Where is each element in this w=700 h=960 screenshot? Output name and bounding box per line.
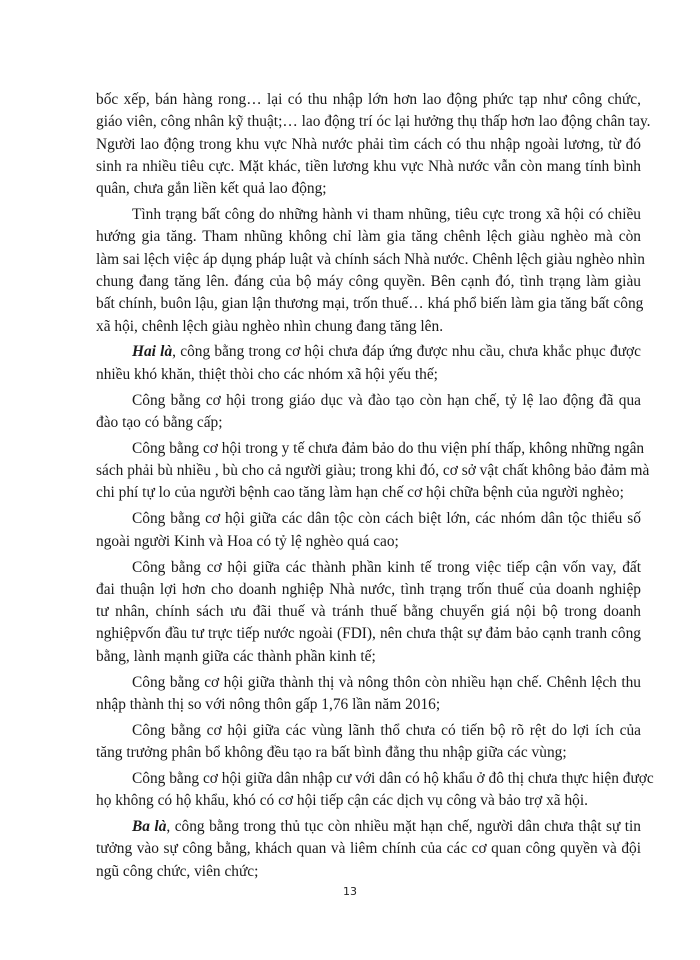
line-text: Công bằng cơ hội trong y tế chưa đảm bảo do thu viện phí thấp, không những ngân: [132, 439, 645, 457]
line-text: Tình trạng bất công do những hành vi tham nhũng, tiêu cực trong xã hội có chiều: [132, 206, 641, 224]
line-text: Công bằng cơ hội trong giáo dục và đào tạo còn hạn chế, tỷ lệ lao động đã qua: [132, 391, 641, 409]
paragraph: [96, 816, 641, 883]
text-line: [96, 646, 641, 668]
text-line: [96, 341, 641, 363]
text-line: [96, 482, 641, 504]
line-text: bằng, lành mạnh giữa các thành phần kinh tế;: [96, 647, 376, 665]
text-line: [96, 316, 641, 338]
paragraph: [96, 204, 646, 338]
line-text: sinh ra nhiều tiêu cực. Mặt khác, tiền lương khu vực Nhà nước vẫn còn mang tính bình: [96, 157, 641, 175]
document-body: [96, 89, 654, 887]
text-line: [96, 768, 654, 790]
text-line: [96, 601, 641, 623]
line-text: bốc xếp, bán hàng rong… lại có thu nhập lớn hơn lao động phức tạp như công chức,: [96, 91, 641, 108]
text-line: [96, 412, 641, 434]
line-text: Công bằng cơ hội giữa các vùng lãnh thổ chưa có tiến bộ rõ rệt do lợi ích của: [132, 721, 641, 739]
text-line: [96, 156, 641, 178]
text-line: [96, 271, 641, 293]
text-line: [96, 89, 641, 111]
text-line: [96, 249, 646, 271]
line-text: làm sai lệch việc áp dụng pháp luật và chính sách Nhà nước. Chênh lệch giàu nghèo nhìn: [96, 250, 646, 268]
page-number: 13: [343, 885, 357, 898]
line-text: Công bằng cơ hội giữa các dân tộc còn cách biệt lớn, các nhóm dân tộc thiểu số: [132, 510, 641, 528]
text-line: [96, 672, 641, 694]
text-line: [96, 293, 644, 315]
text-line: [96, 390, 641, 412]
paragraph: [96, 390, 641, 435]
text-line: [96, 816, 641, 838]
line-text: Công bằng cơ hội giữa các thành phần kinh tế trong việc tiếp cận vốn vay, đất: [132, 558, 641, 576]
paragraph: [96, 438, 650, 505]
line-text: xã hội, chênh lệch giàu nghèo nhìn chung đang tăng lên.: [96, 317, 444, 335]
line-text: đào tạo có bằng cấp;: [96, 413, 223, 431]
text-line: [96, 742, 641, 764]
line-text: Người lao động trong khu vực Nhà nước phải tìm cách có thu nhập ngoài lương, từ đó: [96, 135, 641, 153]
line-text: bất chính, buôn lậu, gian lận thương mại, trốn thuế… khá phổ biến làm gia tăng bất công: [96, 295, 644, 313]
text-line: [96, 623, 641, 645]
text-line: [96, 134, 641, 156]
line-text: đai thuận lợi hơn cho doanh nghiệp Nhà nước, tình trạng trốn thuế của doanh nghiệp: [96, 580, 641, 598]
text-line: [96, 531, 641, 553]
text-line: [96, 861, 641, 883]
line-text: quân, chưa gắn liền kết quả lao động;: [96, 180, 327, 198]
text-line: [96, 178, 641, 200]
text-line: [96, 790, 641, 812]
text-line: [96, 694, 641, 716]
line-text: giáo viên, công nhân kỹ thuật;… lao động trí óc lại hưởng thụ thấp hơn lao động chân tay.: [96, 113, 651, 131]
paragraph-lead: Hai là: [132, 343, 173, 361]
paragraph: [96, 557, 641, 668]
line-text: chi phí tự lo của người bệnh cao tăng làm hạn chế cơ hội chữa bệnh của người nghèo;: [96, 484, 624, 502]
text-line: [96, 838, 641, 860]
paragraph: [96, 89, 651, 200]
text-line: [96, 438, 645, 460]
paragraph: [96, 720, 641, 765]
text-line: [96, 364, 641, 386]
line-text: , công bằng trong thủ tục còn nhiều mặt hạn chế, người dân chưa thật sự tin: [166, 818, 641, 836]
line-text: sách phải bù nhiều , bù cho cả người giàu; trong khi đó, cơ sở vật chất không bảo đảm mà: [96, 462, 650, 480]
text-line: [96, 204, 641, 226]
line-text: , công bằng trong cơ hội chưa đáp ứng được nhu cầu, chưa khắc phục được: [172, 343, 642, 361]
line-text: tăng trưởng phân bổ không đều tạo ra bất bình đẳng thu nhập giữa các vùng;: [96, 744, 567, 762]
paragraph: [96, 508, 641, 553]
paragraph: [96, 768, 654, 813]
line-text: tư nhân, chính sách ưu đãi thuế và tránh thuế bằng chuyển giá nội bộ trong doanh: [96, 603, 641, 621]
line-text: hướng gia tăng. Tham nhũng không chỉ làm gia tăng chênh lệch giàu nghèo mà còn: [96, 228, 641, 246]
line-text: chung đang tăng lên. đáng của bộ máy công quyền. Bên cạnh đó, tình trạng làm giàu: [96, 272, 641, 290]
line-text: nhập thành thị so với nông thôn gấp 1,76 lần năm 2016;: [96, 695, 441, 713]
text-line: [96, 226, 641, 248]
line-text: họ không có hộ khẩu, khó có cơ hội tiếp cận các dịch vụ công và bảo trợ xã hội.: [96, 792, 588, 810]
line-text: ngoài người Kinh và Hoa có tỷ lệ nghèo quá cao;: [96, 532, 399, 550]
line-text: Công bằng cơ hội giữa dân nhập cư với dân có hộ khẩu ở đô thị chưa thực hiện được: [132, 769, 654, 787]
line-text: nghiệpvốn đầu tư trực tiếp nước ngoài (FDI), nên chưa thật sự đảm bảo cạnh tranh công: [96, 625, 641, 643]
text-line: [96, 557, 641, 579]
line-text: ngũ công chức, viên chức;: [96, 862, 259, 880]
paragraph: [96, 341, 641, 386]
line-text: nhiều khó khăn, thiệt thòi cho các nhóm xã hội yếu thế;: [96, 365, 438, 383]
text-line: [96, 579, 641, 601]
text-line: [96, 508, 641, 530]
text-line: [96, 720, 641, 742]
line-text: tưởng vào sự công bằng, khách quan và liêm chính của các cơ quan công quyền và đội: [96, 840, 641, 858]
paragraph-lead: Ba là: [132, 818, 167, 836]
text-line: [96, 111, 651, 133]
text-line: [96, 460, 650, 482]
paragraph: [96, 672, 641, 717]
line-text: Công bằng cơ hội giữa thành thị và nông thôn còn nhiều hạn chế. Chênh lệch thu: [132, 673, 641, 691]
